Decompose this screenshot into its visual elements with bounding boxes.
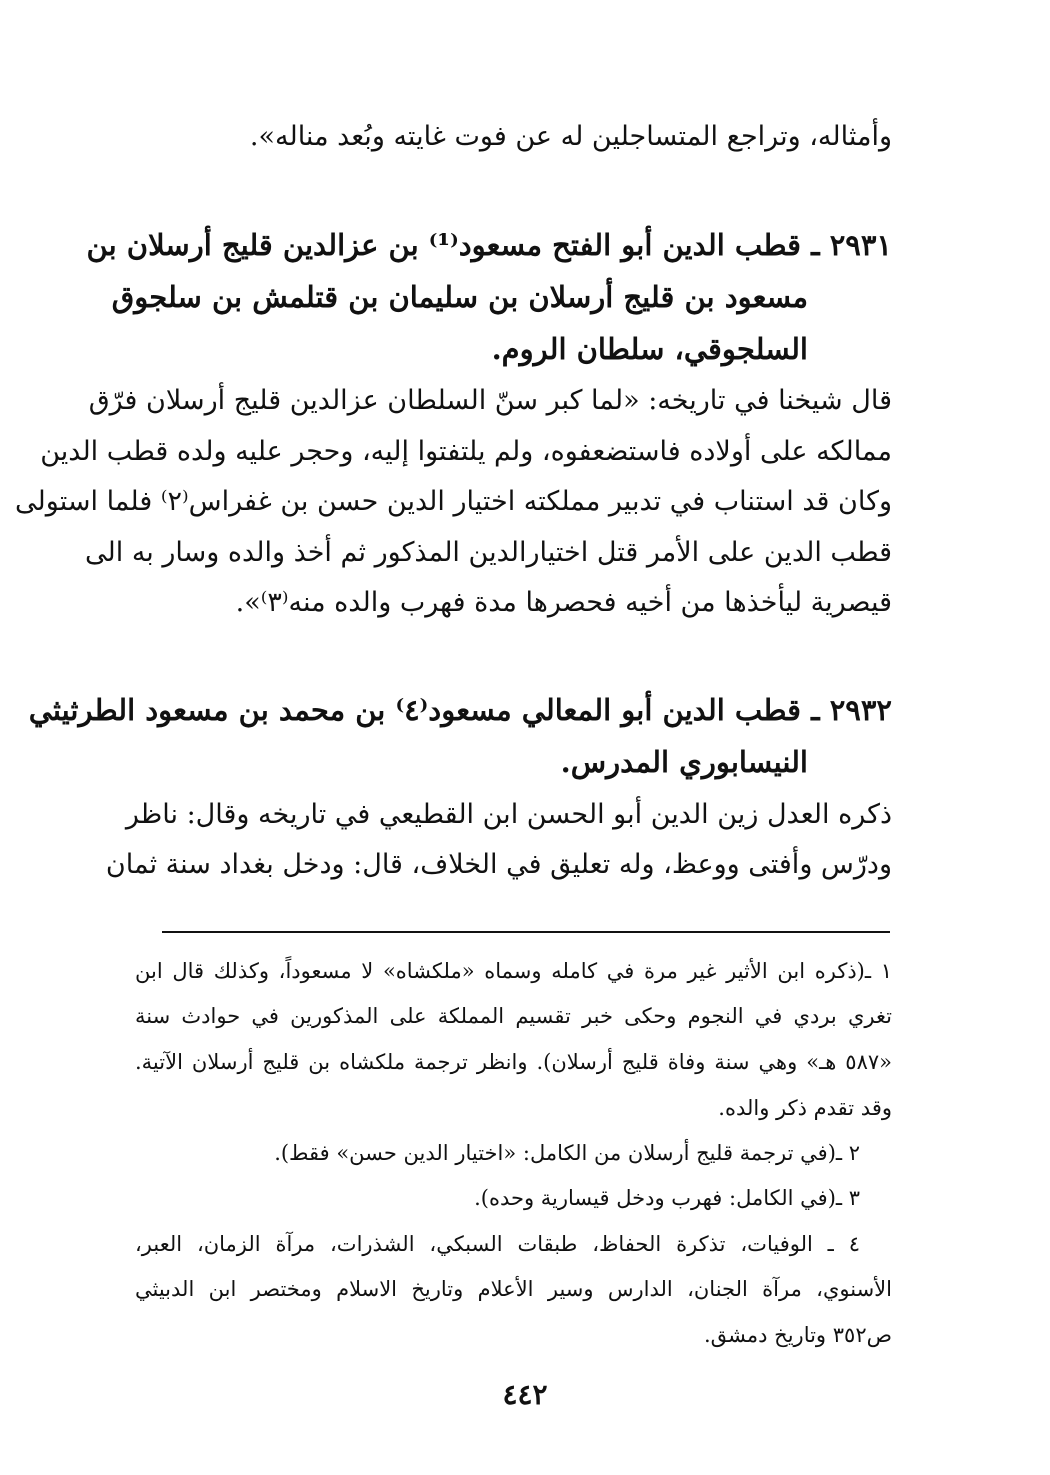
footnote-line-4: وقد تقدم ذكر والده.: [718, 1096, 892, 1120]
footnote-line-1: ١ ـ(ذكره ابن الأثير غير مرة في كامله وسماه «ملكشاه» لا مسعوداً، وكذلك قال ابن: [135, 959, 892, 983]
entry-2931-heading-text: قطب الدين أبو الفتح مسعود⁽¹⁾ بن عزالدين قليج أرسلان بن: [86, 228, 801, 262]
footnote-line-9: ص٣٥٢ وتاريخ دمشق.: [703, 1323, 892, 1347]
intro-line: وأمثاله، وتراجع المتساجلين له عن فوت غايته وبُعد مناله».: [249, 121, 892, 152]
entry-2932-number: ٢٩٣٢ ـ: [811, 693, 892, 727]
entry-2931-heading-line-1: [86, 225, 892, 265]
footnote-line-6: ٣ ـ(في الكامل: فهرب ودخل قيسارية وحده).: [474, 1186, 860, 1210]
entry-2931-body-line-3: وكان قد استناب في تدبير مملكته اختيار الدين حسن بن غفراس⁽٢⁾ فلما استولى: [15, 486, 892, 517]
entry-2931-number: ٢٩٣١ ـ: [811, 228, 892, 262]
entry-2931-body-line-2: ممالكه على أولاده فاستضعفوه، ولم يلتفتوا إليه، وحجر عليه ولده قطب الدين: [40, 436, 892, 467]
footnote-line-7: ٤ ـ الوفيات، تذكرة الحفاظ، طبقات السبكي، الشذرات، مرآة الزمان، العبر،: [135, 1232, 860, 1256]
entry-2931-body-line-1: قال شيخنا في تاريخه: «لما كبر سنّ السلطان عزالدين قليج أرسلان فرّق: [88, 385, 892, 416]
entry-2932-body-line-1: ذكره العدل زين الدين أبو الحسن ابن القطيعي في تاريخه وقال: ناظر: [125, 799, 892, 830]
entry-2932-heading-text: قطب الدين أبو المعالي مسعود⁽٤⁾ بن محمد بن مسعود الطرثيثي: [28, 693, 801, 727]
entry-2932-heading-line-1: [28, 690, 892, 730]
entry-2931-body-line-5: قيصرية ليأخذها من أخيه فحصرها مدة فهرب والده منه⁽٣⁾».: [235, 587, 892, 618]
page-number: ٤٤٢: [502, 1378, 548, 1411]
footnote-line-2: تغري بردي في النجوم وحكى خبر تقسيم المملكة على المذكورين في حوادث سنة: [135, 1004, 892, 1028]
footnote-divider: [162, 931, 890, 933]
entry-2932-body-line-2: ودرّس وأفتى ووعظ، وله تعليق في الخلاف، قال: ودخل بغداد سنة ثمان: [105, 849, 892, 880]
footnote-line-3: «٥٨٧ هـ» وهي سنة وفاة قليج أرسلان). وانظر ترجمة ملكشاه بن قليج أرسلان الآتية.: [135, 1050, 892, 1074]
entry-2931-heading-line-2: مسعود بن قليج أرسلان بن سليمان بن قتلمش بن سلجوق: [111, 280, 808, 314]
footnote-line-8: الأسنوي، مرآة الجنان، الدارس وسير الأعلام وتاريخ الاسلام ومختصر ابن الدبيثي: [135, 1277, 892, 1301]
footnote-line-5: ٢ ـ(في ترجمة قليج أرسلان من الكامل: «اختيار الدين حسن» فقط).: [274, 1141, 860, 1165]
entry-2931-body-line-4: قطب الدين على الأمر قتل اختيارالدين المذكور ثم أخذ والده وسار به الى: [85, 537, 892, 568]
entry-2932-heading-line-2: النيسابوري المدرس.: [560, 745, 808, 779]
entry-2931-heading-line-3: السلجوقي، سلطان الروم.: [491, 332, 808, 366]
